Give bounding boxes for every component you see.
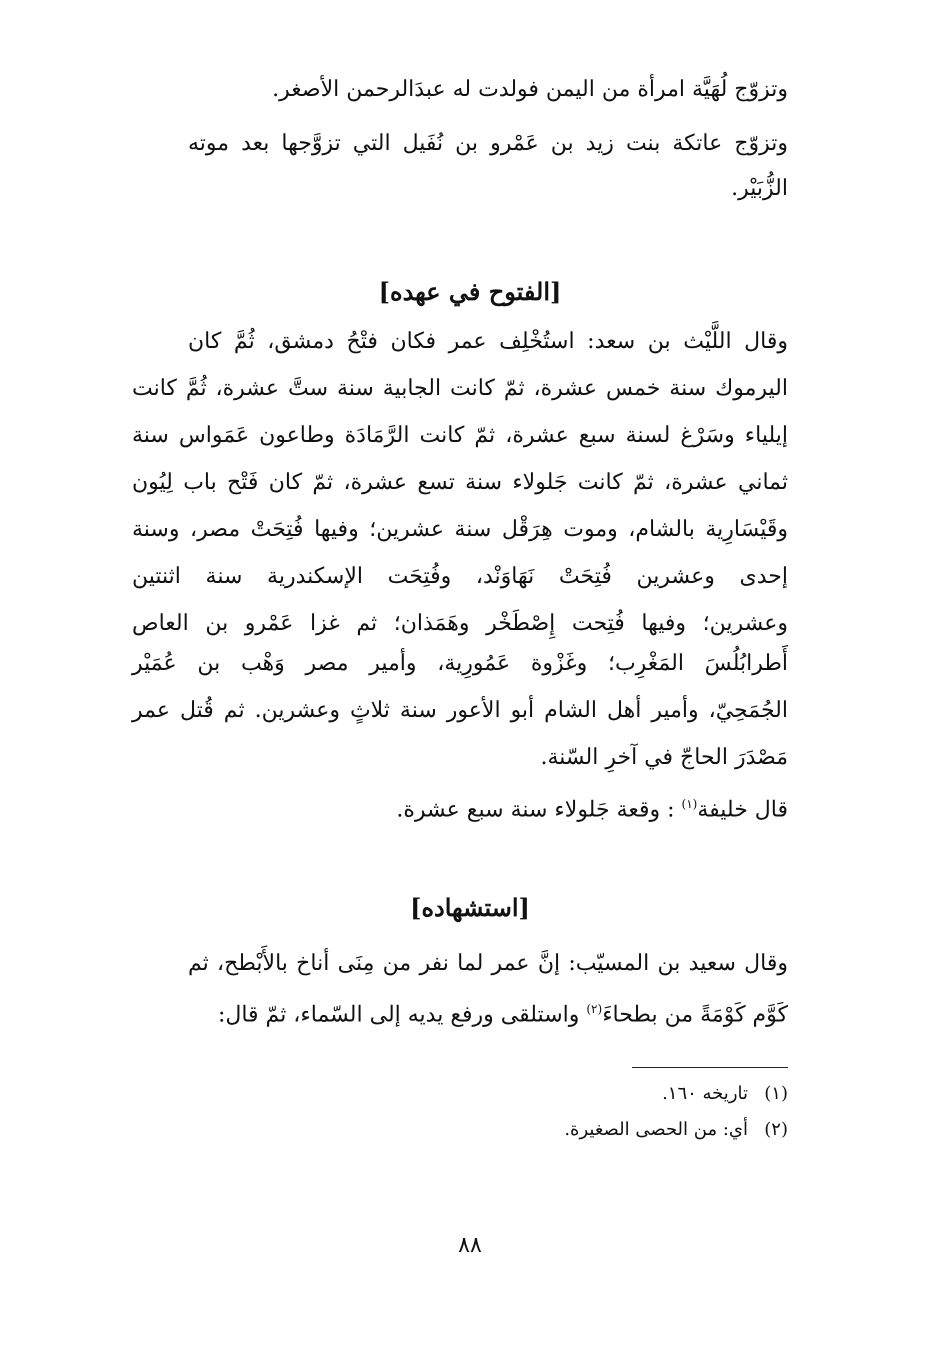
paragraph-line: وقَيْسَارِية بالشام، وموت هِرَقْل سنة عشرين؛ وفيها فُتِحَتْ مصر، وسنة: [132, 517, 788, 542]
footnote-number: (١): [764, 1083, 788, 1104]
page-number: ٨٨: [458, 1233, 482, 1258]
footnote-text: أي: من الحصى الصغيرة.: [564, 1119, 748, 1140]
paragraph-line: أَطرابُلُسَ المَغْرِب؛ وغَزْوة عَمُورِية، وأمير مصر وَهْب بن عُمَيْر: [132, 651, 788, 676]
paragraph-line: إحدى وعشرين فُتِحَتْ نَهَاوَنْد، وفُتِحَت الإسكندرية سنة اثنتين: [132, 564, 788, 589]
paragraph-line: وقال اللَّيْث بن سعد: استُخْلِف عمر فكان فتْحُ دمشق، ثُمَّ كان: [188, 329, 788, 354]
line-text-b: واستلقى ورفع يديه إلى السّماء، ثمّ قال:: [217, 1002, 587, 1028]
khalifa-note-line: [188, 780, 788, 834]
opening-line-3: الزُّبَيْر.: [731, 176, 788, 201]
khalifa-text: : وقعة جَلولاء سنة سبع عشرة.: [396, 797, 682, 823]
khalifa-prefix: قال خليفة: [697, 797, 788, 823]
paragraph-line: ثماني عشرة، ثمّ كانت جَلولاء سنة تسع عشرة، ثمّ كان فَتْح باب لِيُون: [132, 470, 788, 495]
paragraph-line: مَصْدَرَ الحاجّ في آخرِ السّنة.: [540, 745, 788, 770]
section-heading-martyrdom: [استشهاده]: [410, 893, 530, 922]
paragraph-line: إيلياء وسَرْغ لسنة سبع عشرة، ثمّ كانت الرَّمَادَة وطاعون عَمَواس سنة: [132, 423, 788, 448]
opening-line-2: وتزوّج عاتكة بنت زيد بن عَمْرو بن نُفَيل التي تزوَّجها بعد موته: [188, 131, 788, 156]
footnote-text: تاريخه ١٦٠.: [662, 1083, 748, 1104]
opening-line-1: وتزوّج لُهَيَّة امرأة من اليمن فولدت له عبدَالرحمن الأصغر.: [272, 77, 788, 102]
footnote-ref-2[interactable]: (٢): [586, 1002, 603, 1016]
paragraph-line: وقال سعيد بن المسيّب: إنَّ عمر لما نفر من مِنَى أناخ بالأَبْطح، ثم: [188, 951, 788, 976]
paragraph-line: الجُمَحِيّ، وأمير أهل الشام أبو الأعور سنة ثلاثٍ وعشرين. ثم قُتل عمر: [132, 698, 788, 723]
line-text-a: كَوَّم كَوْمَةً من بطحاءَ: [602, 1002, 788, 1028]
footnote-divider: [632, 1067, 788, 1068]
footnote-ref-1[interactable]: (١): [681, 797, 698, 811]
paragraph-line: اليرموك سنة خمس عشرة، ثمّ كانت الجابية سنة ستَّ عشرة، ثُمَّ كانت: [132, 376, 788, 401]
section-heading-conquests: [الفتوح في عهده]: [378, 277, 562, 306]
footnote-2: [132, 1112, 788, 1148]
footnote-number: (٢): [764, 1119, 788, 1140]
footnote-1: [132, 1076, 788, 1112]
paragraph-line-with-ref: [132, 985, 788, 1039]
paragraph-line: وعشرين؛ وفيها فُتِحت إِصْطَخْر وهَمَذان؛ ثم غزا عَمْرو بن العاص: [132, 611, 788, 636]
